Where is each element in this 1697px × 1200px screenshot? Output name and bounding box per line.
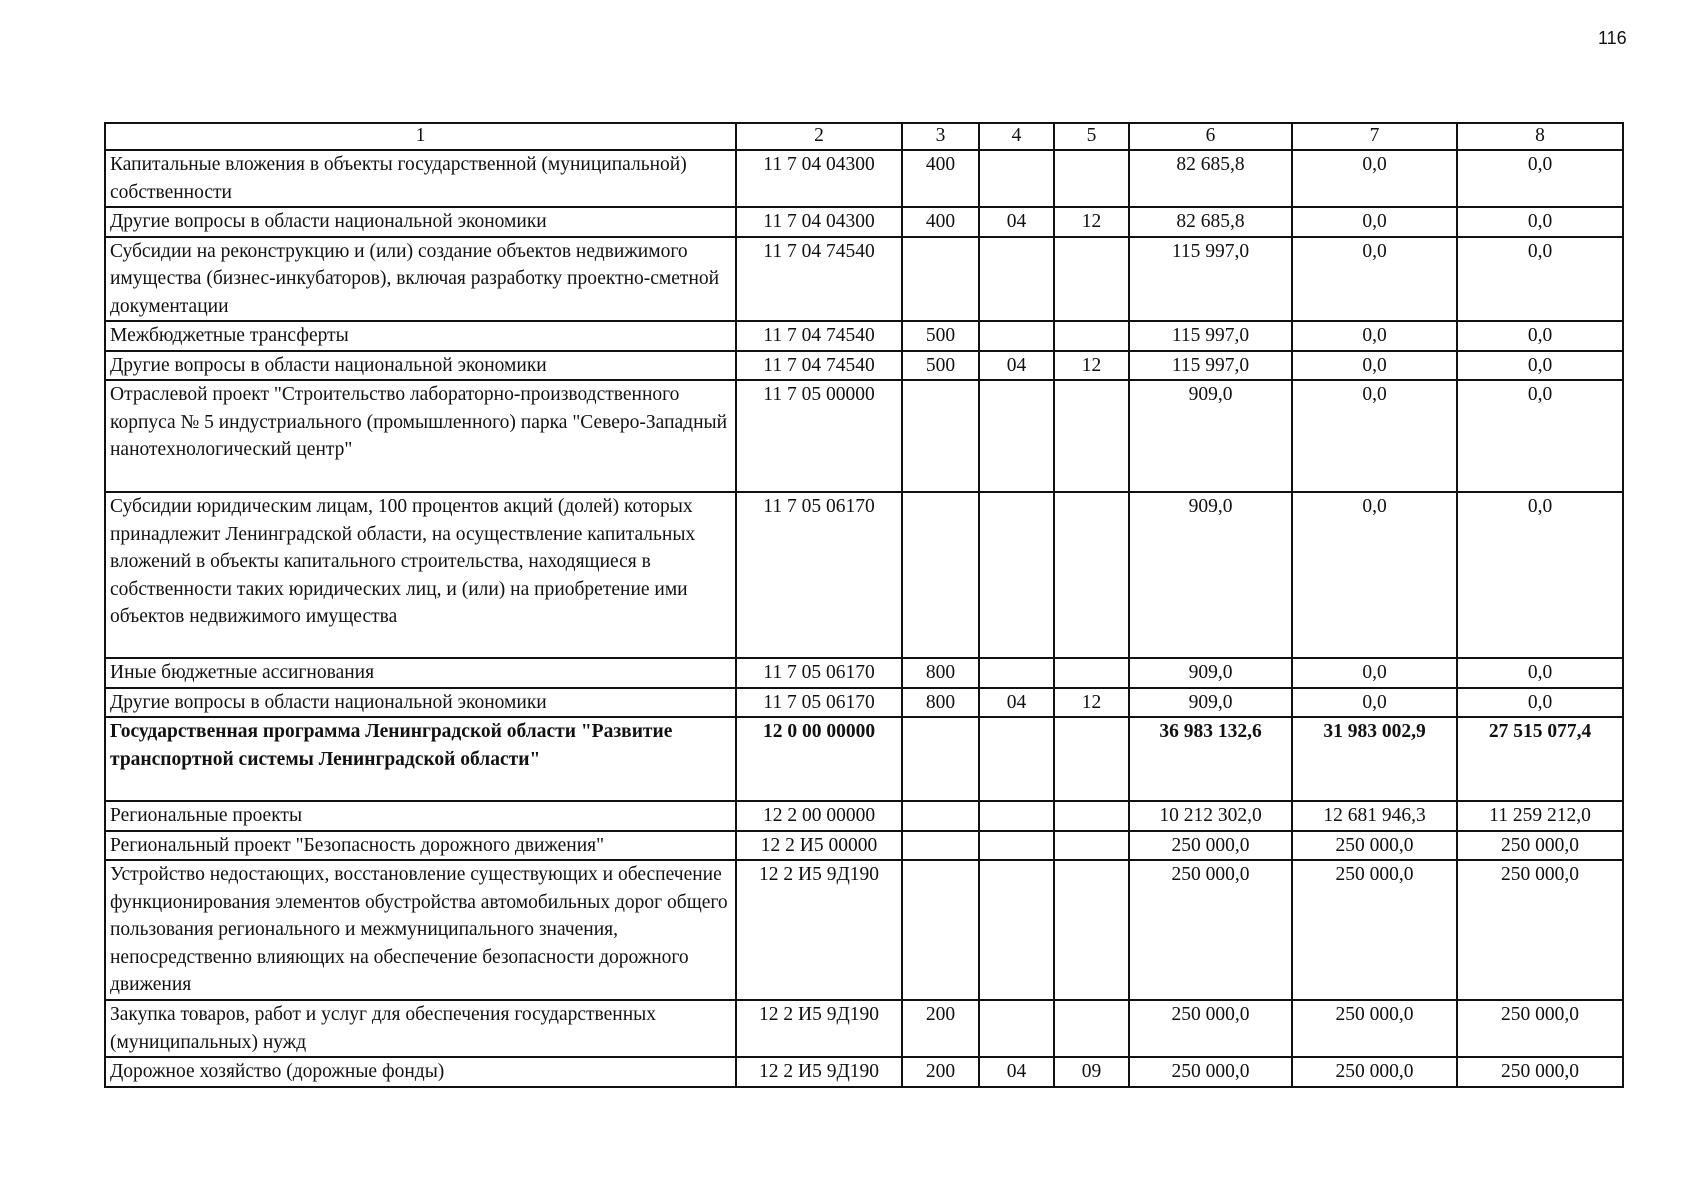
- row-code: 12 0 00 00000: [736, 717, 902, 801]
- row-amount-1: 250 000,0: [1129, 1000, 1292, 1057]
- row-vr: 500: [902, 351, 979, 381]
- row-name: Устройство недостающих, восстановление существующих и обеспечение функционирования элементов обустройства автомобильных дорог общего пользования регионального и межмуниципального значения, непосредственно влияющих на обеспечение безопасности дорожного движения: [105, 860, 736, 1000]
- row-name: Другие вопросы в области национальной экономики: [105, 207, 736, 237]
- row-vr: 800: [902, 658, 979, 688]
- row-amount-1: 909,0: [1129, 380, 1292, 492]
- row-code: 11 7 05 06170: [736, 688, 902, 718]
- row-name: Региональные проекты: [105, 801, 736, 831]
- row-rz: [979, 717, 1054, 801]
- row-vr: [902, 492, 979, 658]
- row-vr: 800: [902, 688, 979, 718]
- row-pr: [1054, 237, 1129, 322]
- row-rz: [979, 492, 1054, 658]
- header-cell: 3: [902, 123, 979, 150]
- row-code: 12 2 И5 9Д190: [736, 860, 902, 1000]
- row-amount-2: 0,0: [1292, 150, 1457, 207]
- table-row: [105, 492, 1623, 658]
- row-amount-2: 0,0: [1292, 207, 1457, 237]
- row-amount-3: 250 000,0: [1457, 1057, 1623, 1087]
- row-amount-1: 36 983 132,6: [1129, 717, 1292, 801]
- row-pr: [1054, 492, 1129, 658]
- table-row: [105, 1000, 1623, 1057]
- row-pr: [1054, 717, 1129, 801]
- header-row: [105, 123, 1623, 150]
- row-vr: 400: [902, 207, 979, 237]
- row-name: Другие вопросы в области национальной экономики: [105, 351, 736, 381]
- row-amount-2: 250 000,0: [1292, 1057, 1457, 1087]
- row-amount-2: 31 983 002,9: [1292, 717, 1457, 801]
- row-vr: [902, 380, 979, 492]
- page-number: 116: [1598, 28, 1627, 48]
- row-rz: 04: [979, 1057, 1054, 1087]
- budget-table: [104, 122, 1624, 1088]
- row-code: 12 2 И5 9Д190: [736, 1000, 902, 1057]
- row-rz: [979, 321, 1054, 351]
- row-amount-3: 0,0: [1457, 351, 1623, 381]
- row-rz: 04: [979, 688, 1054, 718]
- table-row: [105, 321, 1623, 351]
- row-pr: [1054, 1000, 1129, 1057]
- row-amount-3: 0,0: [1457, 321, 1623, 351]
- row-amount-1: 82 685,8: [1129, 207, 1292, 237]
- row-amount-1: 250 000,0: [1129, 860, 1292, 1000]
- table-row: [105, 860, 1623, 1000]
- header-cell: 7: [1292, 123, 1457, 150]
- row-code: 12 2 00 00000: [736, 801, 902, 831]
- row-amount-1: 115 997,0: [1129, 351, 1292, 381]
- row-amount-3: 0,0: [1457, 688, 1623, 718]
- row-rz: 04: [979, 207, 1054, 237]
- row-vr: 200: [902, 1000, 979, 1057]
- row-pr: [1054, 658, 1129, 688]
- row-amount-3: 11 259 212,0: [1457, 801, 1623, 831]
- row-amount-2: 250 000,0: [1292, 1000, 1457, 1057]
- row-name: Региональный проект "Безопасность дорожного движения": [105, 831, 736, 861]
- row-pr: 12: [1054, 351, 1129, 381]
- row-amount-2: 0,0: [1292, 688, 1457, 718]
- table-row: [105, 831, 1623, 861]
- row-amount-1: 250 000,0: [1129, 831, 1292, 861]
- row-amount-3: 27 515 077,4: [1457, 717, 1623, 801]
- row-vr: [902, 860, 979, 1000]
- table-row: [105, 207, 1623, 237]
- row-amount-1: 909,0: [1129, 492, 1292, 658]
- row-amount-3: 250 000,0: [1457, 1000, 1623, 1057]
- table-row: [105, 688, 1623, 718]
- row-rz: [979, 801, 1054, 831]
- row-name: Субсидии юридическим лицам, 100 процентов акций (долей) которых принадлежит Ленинградской области, на осуществление капитальных вложений в объекты капитального строительства, находящиеся в собственности таких юридических лиц, и (или) на приобретение ими объектов недвижимого имущества: [105, 492, 736, 658]
- table-row: [105, 150, 1623, 207]
- row-pr: [1054, 860, 1129, 1000]
- row-amount-2: 250 000,0: [1292, 860, 1457, 1000]
- row-amount-3: 0,0: [1457, 380, 1623, 492]
- row-vr: [902, 237, 979, 322]
- row-rz: [979, 658, 1054, 688]
- row-amount-3: 0,0: [1457, 207, 1623, 237]
- header-cell: 4: [979, 123, 1054, 150]
- row-amount-2: 0,0: [1292, 351, 1457, 381]
- row-name: Дорожное хозяйство (дорожные фонды): [105, 1057, 736, 1087]
- row-amount-1: 909,0: [1129, 688, 1292, 718]
- row-rz: 04: [979, 351, 1054, 381]
- row-amount-3: 0,0: [1457, 150, 1623, 207]
- table-row: [105, 351, 1623, 381]
- header-cell: 8: [1457, 123, 1623, 150]
- header-cell: 5: [1054, 123, 1129, 150]
- row-amount-2: 250 000,0: [1292, 831, 1457, 861]
- header-cell: 2: [736, 123, 902, 150]
- row-pr: [1054, 150, 1129, 207]
- row-code: 11 7 04 74540: [736, 237, 902, 322]
- row-code: 11 7 04 04300: [736, 150, 902, 207]
- row-vr: 500: [902, 321, 979, 351]
- table-row: [105, 1057, 1623, 1087]
- row-amount-3: 0,0: [1457, 237, 1623, 322]
- row-name: Отраслевой проект "Строительство лабораторно-производственного корпуса № 5 индустриального (промышленного) парка "Северо-Западный нанотехнологический центр": [105, 380, 736, 492]
- row-rz: [979, 831, 1054, 861]
- row-rz: [979, 380, 1054, 492]
- row-amount-1: 250 000,0: [1129, 1057, 1292, 1087]
- row-amount-2: 0,0: [1292, 658, 1457, 688]
- row-code: 12 2 И5 9Д190: [736, 1057, 902, 1087]
- row-name: Иные бюджетные ассигнования: [105, 658, 736, 688]
- row-vr: 400: [902, 150, 979, 207]
- row-name: Межбюджетные трансферты: [105, 321, 736, 351]
- row-pr: 12: [1054, 688, 1129, 718]
- row-name: Другие вопросы в области национальной экономики: [105, 688, 736, 718]
- row-code: 11 7 05 00000: [736, 380, 902, 492]
- row-amount-2: 12 681 946,3: [1292, 801, 1457, 831]
- row-code: 11 7 05 06170: [736, 492, 902, 658]
- row-amount-3: 250 000,0: [1457, 860, 1623, 1000]
- row-amount-3: 0,0: [1457, 492, 1623, 658]
- row-rz: [979, 237, 1054, 322]
- row-pr: [1054, 801, 1129, 831]
- row-amount-1: 10 212 302,0: [1129, 801, 1292, 831]
- row-name: Государственная программа Ленинградской области "Развитие транспортной системы Ленинградской области": [105, 717, 736, 801]
- row-name: Закупка товаров, работ и услуг для обеспечения государственных (муниципальных) нужд: [105, 1000, 736, 1057]
- row-amount-1: 82 685,8: [1129, 150, 1292, 207]
- table-row: [105, 658, 1623, 688]
- row-pr: 12: [1054, 207, 1129, 237]
- row-rz: [979, 150, 1054, 207]
- row-rz: [979, 860, 1054, 1000]
- row-amount-3: 250 000,0: [1457, 831, 1623, 861]
- row-code: 11 7 04 74540: [736, 351, 902, 381]
- row-vr: 200: [902, 1057, 979, 1087]
- table-row: [105, 237, 1623, 322]
- row-rz: [979, 1000, 1054, 1057]
- header-cell: 1: [105, 123, 736, 150]
- row-vr: [902, 831, 979, 861]
- row-amount-2: 0,0: [1292, 380, 1457, 492]
- row-pr: [1054, 321, 1129, 351]
- row-amount-2: 0,0: [1292, 492, 1457, 658]
- row-name: Капитальные вложения в объекты государственной (муниципальной) собственности: [105, 150, 736, 207]
- header-cell: 6: [1129, 123, 1292, 150]
- row-amount-1: 115 997,0: [1129, 237, 1292, 322]
- row-amount-1: 115 997,0: [1129, 321, 1292, 351]
- row-pr: [1054, 380, 1129, 492]
- row-code: 11 7 04 04300: [736, 207, 902, 237]
- row-pr: 09: [1054, 1057, 1129, 1087]
- table-row: [105, 717, 1623, 801]
- row-amount-2: 0,0: [1292, 237, 1457, 322]
- row-amount-1: 909,0: [1129, 658, 1292, 688]
- row-code: 12 2 И5 00000: [736, 831, 902, 861]
- row-vr: [902, 801, 979, 831]
- row-amount-2: 0,0: [1292, 321, 1457, 351]
- row-code: 11 7 04 74540: [736, 321, 902, 351]
- row-amount-3: 0,0: [1457, 658, 1623, 688]
- table-row: [105, 380, 1623, 492]
- row-vr: [902, 717, 979, 801]
- row-code: 11 7 05 06170: [736, 658, 902, 688]
- row-name: Субсидии на реконструкцию и (или) создание объектов недвижимого имущества (бизнес-инкубаторов), включая разработку проектно-сметной документации: [105, 237, 736, 322]
- row-pr: [1054, 831, 1129, 861]
- table-row: [105, 801, 1623, 831]
